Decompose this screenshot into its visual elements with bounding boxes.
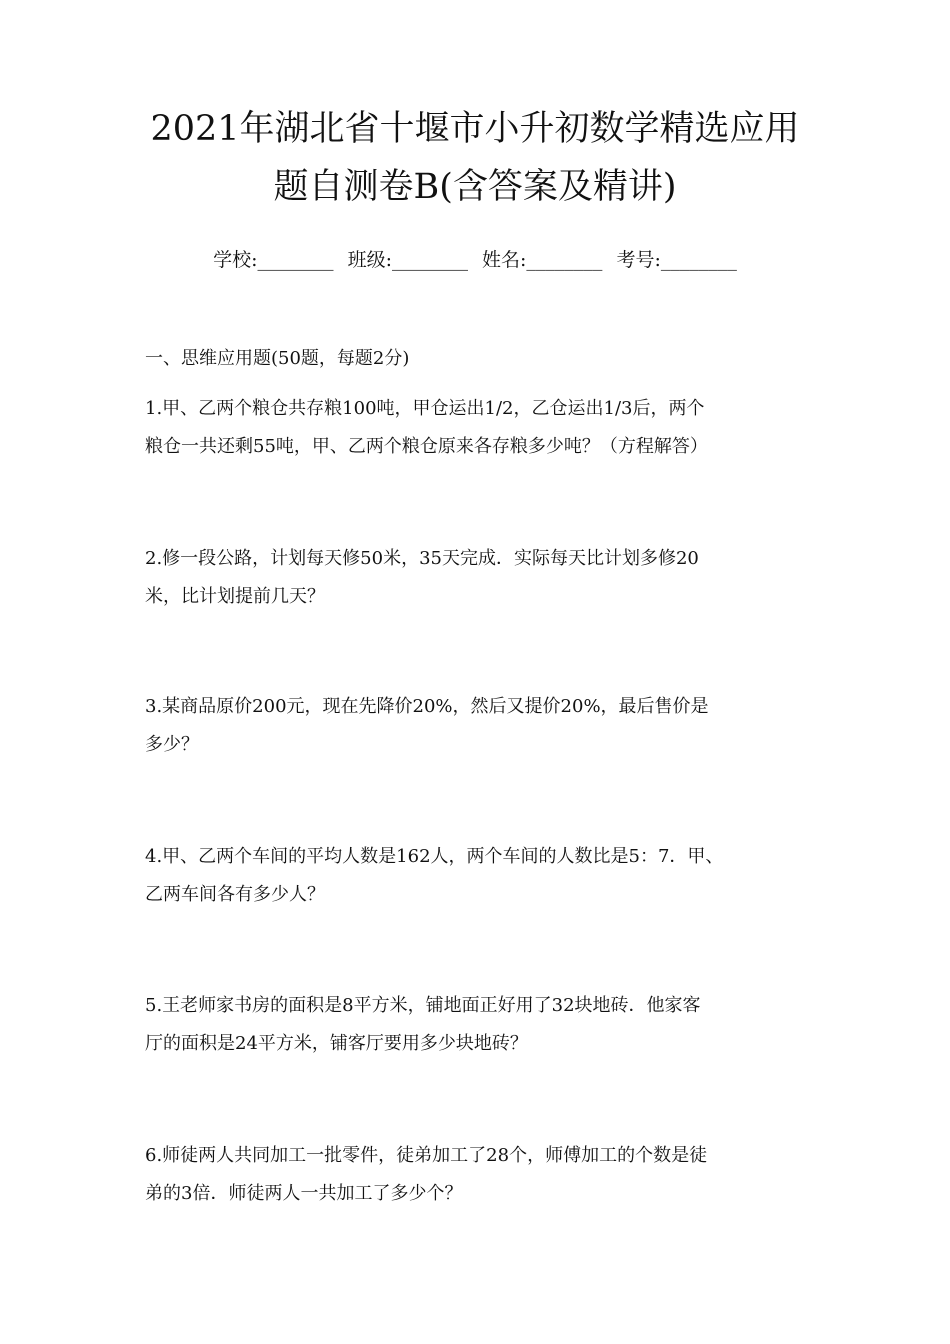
title-line: 2021年湖北省十堰市小升初数学精选应用 <box>150 109 800 149</box>
question-3 <box>145 688 810 764</box>
question-2 <box>145 540 810 616</box>
section-heading: 一、思维应用题(50题，每题2分) <box>145 348 410 369</box>
question-line: 米，比计划提前几天？ <box>145 586 325 607</box>
question-4 <box>145 838 810 914</box>
question-line: 6.师徒两人共同加工一批零件，徒弟加工了28个，师傅加工的个数是徒 <box>145 1145 708 1166</box>
student-info-line <box>0 245 950 275</box>
question-line: 多少？ <box>145 734 199 755</box>
question-5 <box>145 987 810 1063</box>
question-line: 弟的3倍．师徒两人一共加工了多少个？ <box>145 1183 463 1204</box>
document-title <box>95 100 855 216</box>
question-line: 粮仓一共还剩55吨，甲、乙两个粮仓原来各存粮多少吨？（方程解答） <box>145 436 708 457</box>
question-line: 厅的面积是24平方米，铺客厅要用多少块地砖？ <box>145 1033 528 1054</box>
question-line: 4.甲、乙两个车间的平均人数是162人，两个车间的人数比是5：7．甲、 <box>145 846 724 867</box>
question-line: 乙两车间各有多少人？ <box>145 884 325 905</box>
question-line: 3.某商品原价200元，现在先降价20%，然后又提价20%，最后售价是 <box>145 696 709 717</box>
question-line: 1.甲、乙两个粮仓共存粮100吨，甲仓运出1/2，乙仓运出1/3后，两个 <box>145 398 705 419</box>
name-field: 姓名:________ <box>482 249 603 271</box>
question-1 <box>145 390 810 466</box>
question-line: 2.修一段公路，计划每天修50米，35天完成．实际每天比计划多修20 <box>145 548 699 569</box>
title-line: 题自测卷B(含答案及精讲) <box>273 167 677 207</box>
class-field: 班级:________ <box>347 249 468 271</box>
exam-number-field: 考号:________ <box>616 249 737 271</box>
question-6 <box>145 1137 810 1213</box>
question-line: 5.王老师家书房的面积是8平方米，铺地面正好用了32块地砖．他家客 <box>145 995 701 1016</box>
school-field: 学校:________ <box>213 249 334 271</box>
